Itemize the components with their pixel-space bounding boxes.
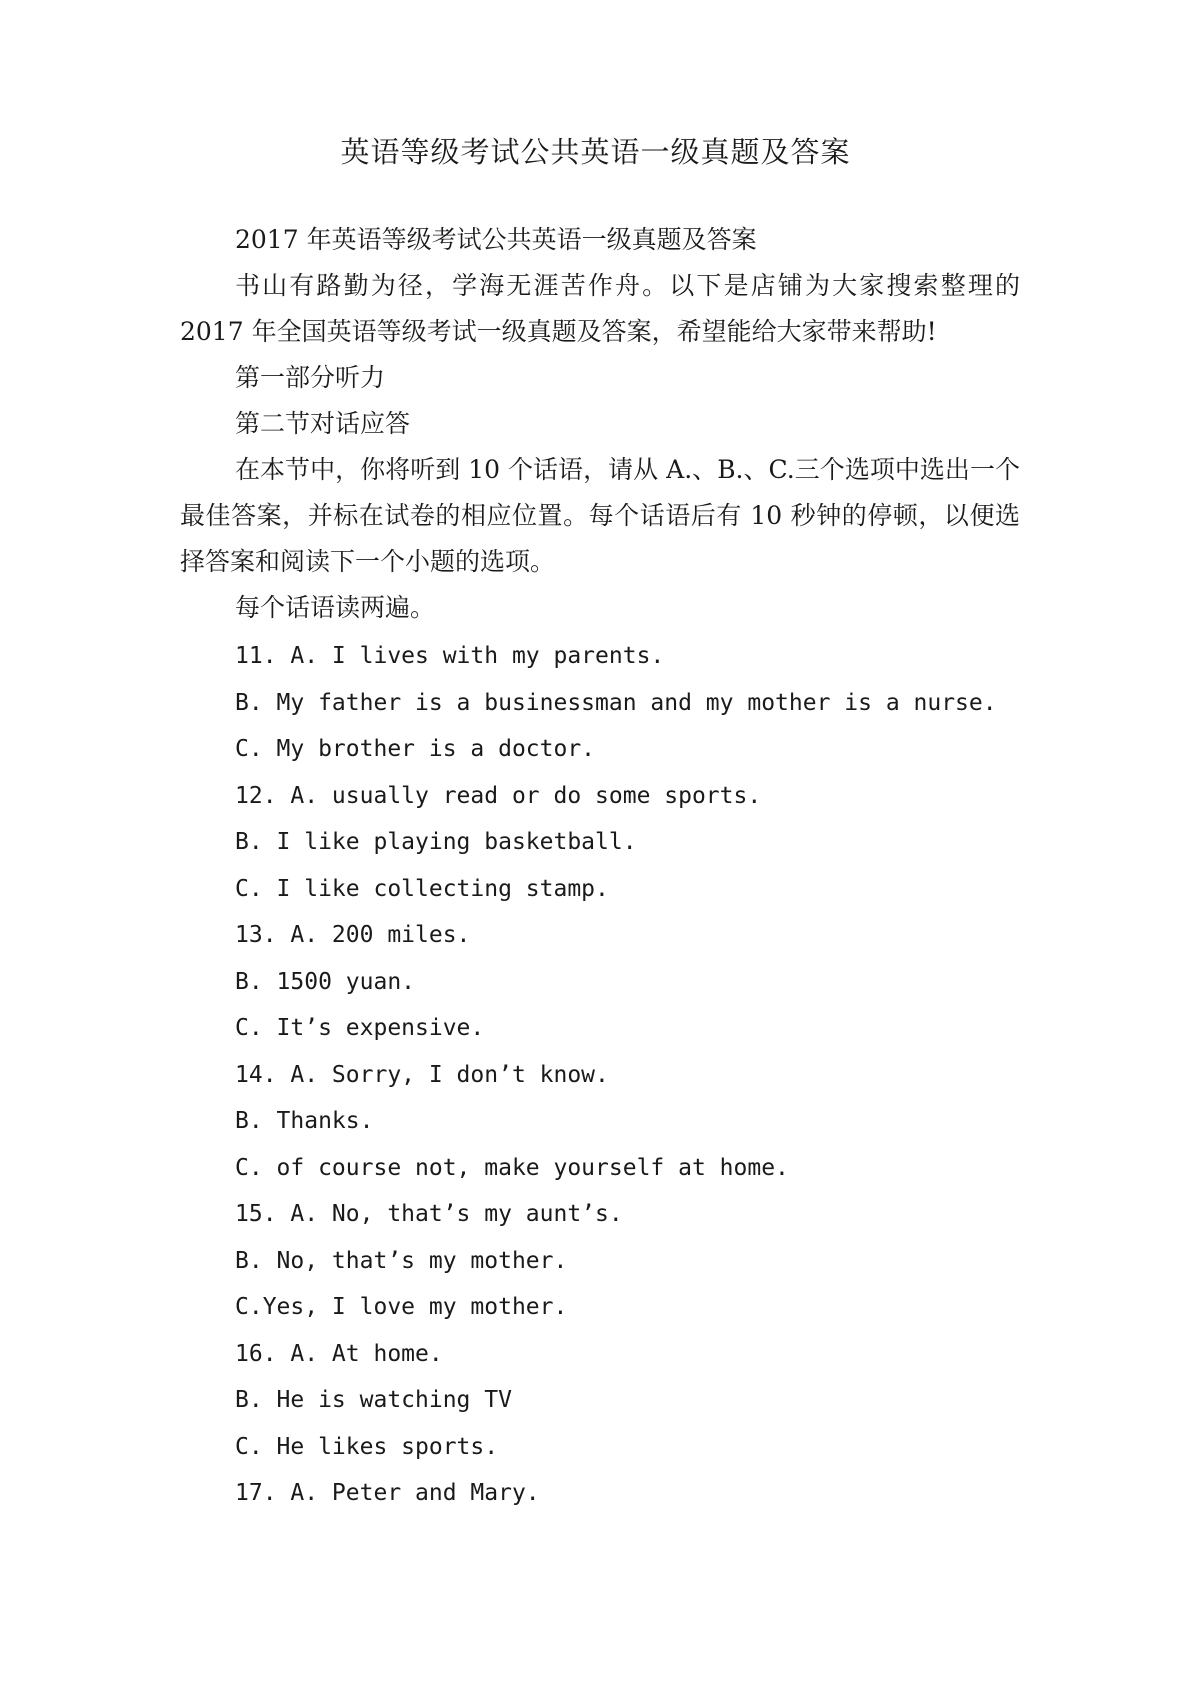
question-line: C. It’s expensive. (235, 1015, 485, 1041)
question-line: 15. A. No, that’s my aunt’s. (235, 1201, 623, 1227)
question-line: 14. A. Sorry, I don’t know. (235, 1061, 609, 1088)
question-list (235, 633, 1035, 1517)
document-title: 英语等级考试公共英语一级真题及答案 (340, 135, 851, 169)
question-line: 12. A. usually read or do some sports. (235, 782, 762, 809)
question-line: C. of course not, make yourself at home. (235, 1154, 789, 1181)
subtitle-paragraph: 2017 年英语等级考试公共英语一级真题及答案 (235, 225, 757, 254)
question-line: 11. A. I lives with my parents. (235, 643, 665, 669)
question-line: B. No, that’s my mother. (235, 1247, 568, 1274)
question-line: B. Thanks. (235, 1108, 374, 1134)
section-heading: 第二节对话应答 (235, 409, 411, 438)
question-line: C. He likes sports. (235, 1433, 499, 1460)
question-line: B. He is watching TV (235, 1387, 512, 1413)
intro-paragraph: 书山有路勤为径，学海无涯苦作舟。以下是店铺为大家搜索整理的2017 年全国英语等级考试一级真题及答案，希望能给大家带来帮助! (180, 271, 1020, 346)
question-line: C.Yes, I love my mother. (235, 1294, 568, 1320)
question-line: B. I like playing basketball. (235, 829, 637, 855)
question-line: 17. A. Peter and Mary. (235, 1480, 540, 1506)
question-line: 13. A. 200 miles. (235, 922, 471, 948)
question-line: C. My brother is a doctor. (235, 736, 596, 762)
question-line: C. I like collecting stamp. (235, 875, 609, 902)
instructions-paragraph: 在本节中，你将听到 10 个话语，请从 A.、B.、C.三个选项中选出一个最佳答案，并标在试卷的相应位置。每个话语后有 10 秒钟的停顿，以便选择答案和阅读下一个小题的选项。 (180, 455, 1020, 576)
question-line: B. 1500 yuan. (235, 968, 416, 995)
repeat-note: 每个话语读两遍。 (235, 593, 436, 622)
intro-section (180, 217, 1020, 631)
question-line: 16. A. At home. (235, 1340, 443, 1367)
part-heading: 第一部分听力 (235, 363, 386, 392)
question-line: B. My father is a businessman and my mother is a nurse. (235, 689, 997, 716)
